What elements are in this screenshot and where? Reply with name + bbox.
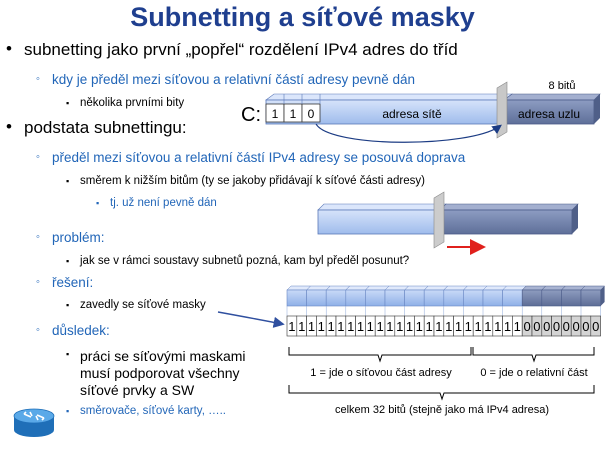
mask-box — [405, 290, 425, 306]
class-c-diagram — [241, 80, 600, 142]
mask-box — [581, 290, 601, 306]
network-label: adresa sítě — [382, 107, 442, 121]
bullet-text: síťové prvky a SW — [80, 382, 195, 398]
bullet-text: jak se v rámci soustavy subnetů pozná, kam byl předěl posunut? — [80, 255, 410, 267]
bullet-text: tj. už není pevně dán — [110, 197, 217, 209]
mask-bit: 1 — [415, 319, 423, 334]
bullet-glyph: • — [6, 117, 12, 136]
mask-box — [307, 290, 327, 306]
mask-box — [326, 290, 346, 306]
bullet-glyph: ◦ — [36, 324, 40, 336]
bullet-glyph: ▪ — [66, 98, 70, 108]
mask-box — [287, 290, 307, 306]
mask-bit: 1 — [405, 319, 414, 334]
mask-bit: 1 — [513, 319, 521, 334]
mask-bit: 0 — [533, 319, 541, 334]
mask-bit: 1 — [494, 319, 502, 334]
mask-bit: 1 — [307, 319, 316, 334]
bullet-glyph: ◦ — [36, 73, 40, 85]
bullet-glyph: ◦ — [36, 231, 40, 243]
bullet-glyph: • — [6, 39, 12, 58]
bullet-glyph: ▪ — [66, 300, 70, 310]
mask-bit: 1 — [425, 319, 433, 334]
divider-plate — [497, 82, 507, 138]
bullet-text: několika prvními bity — [80, 97, 185, 109]
mask-box — [522, 290, 542, 306]
prefix-bit: 1 — [289, 107, 297, 121]
mask-bit: 0 — [592, 319, 600, 334]
mask-bit: 1 — [445, 319, 453, 334]
bullet-text: směrovače, síťové karty, ….. — [80, 405, 226, 417]
prefix-bit: 1 — [271, 107, 279, 121]
mask-bit: 0 — [523, 319, 531, 334]
mask-bit: 1 — [484, 319, 492, 334]
bullet-text: důsledek: — [52, 323, 110, 338]
mask-bit: 0 — [552, 319, 561, 334]
bullet-glyph: ▪ — [96, 198, 100, 208]
mask-bit: 1 — [347, 319, 355, 334]
mask-bit: 1 — [503, 319, 512, 334]
mask-box — [463, 290, 483, 306]
mask-3d-boxes — [287, 286, 605, 316]
host-bits-label: 8 bitů — [548, 80, 576, 92]
mask-box — [561, 290, 581, 306]
mask-box — [424, 290, 444, 306]
bullet-text: směrem k nižším bitům (ty se jakoby přidávají k síťové části adresy) — [80, 175, 425, 187]
mask-box-top — [581, 286, 605, 290]
mask-bit: 1 — [298, 319, 306, 334]
mask-bit: 1 — [337, 319, 345, 334]
shift-diagram — [318, 192, 578, 248]
host-label: adresa uzlu — [517, 107, 581, 121]
mask-bit: 1 — [396, 319, 404, 334]
mask-box — [385, 290, 405, 306]
divider-plate — [434, 192, 444, 248]
mask-bit: 1 — [327, 319, 335, 334]
mask-box — [503, 290, 523, 306]
mask-bit: 1 — [288, 319, 296, 334]
mask-bit: 0 — [582, 319, 590, 334]
bullet-glyph: ▪ — [66, 406, 70, 416]
mask-bit: 1 — [376, 319, 384, 334]
bullet-glyph: ▪ — [66, 256, 70, 266]
mask-bit: 0 — [543, 319, 551, 334]
mask-box — [365, 290, 385, 306]
bullet-text: řešení: — [52, 275, 94, 290]
bullet-text: subnetting jako první „popřel“ rozdělení IPv4 adres do tříd — [24, 40, 458, 59]
prefix-bit: 0 — [307, 107, 315, 121]
bullet-glyph: ▪ — [66, 176, 70, 186]
mask-bit: 0 — [562, 319, 570, 334]
mask-bit: 0 — [572, 319, 580, 334]
bullet-text: předěl mezi síťovou a relativní částí IPv4 adresy se posouvá doprava — [52, 150, 466, 165]
mask-bit: 1 — [366, 319, 374, 334]
mask-bit: 1 — [474, 319, 482, 334]
bullet-glyph: ◦ — [36, 151, 40, 163]
mask-box — [444, 290, 464, 306]
bullet-text: musí podporovat všechny — [80, 365, 240, 381]
class-label: C: — [241, 104, 261, 126]
bullet-text: práci se síťovými maskami — [80, 348, 246, 364]
mask-bit: 1 — [386, 319, 394, 334]
slide-title: Subnetting a síťové masky — [130, 2, 475, 32]
total-bits-label: celkem 32 bitů (stejně jako má IPv4 adresa) — [335, 404, 549, 416]
bullet-text: podstata subnettingu: — [24, 118, 187, 137]
bullet-glyph: ▪ — [66, 349, 70, 359]
bullet-glyph: ◦ — [36, 276, 40, 288]
mask-box — [346, 290, 366, 306]
mask-box — [483, 290, 503, 306]
mask-bit: 1 — [356, 319, 365, 334]
bullet-text: problém: — [52, 230, 105, 245]
pointer-arrow — [218, 312, 282, 324]
bullet-text: kdy je předěl mezi síťovou a relativní částí adresy pevně dán — [52, 72, 416, 87]
mask-bit: 1 — [317, 319, 325, 334]
mask-bit: 1 — [435, 319, 443, 334]
ones-label: 1 = jde o síťovou část adresy — [310, 367, 452, 379]
mask-bit-row — [287, 316, 601, 336]
zeros-label: 0 = jde o relativní část — [480, 367, 588, 379]
mask-bit: 1 — [464, 319, 472, 334]
router-icon — [14, 409, 54, 437]
mask-box — [542, 290, 562, 306]
bullet-text: zavedly se síťové masky — [80, 299, 206, 311]
mask-bit: 1 — [454, 319, 463, 334]
curved-arrow — [316, 124, 500, 142]
